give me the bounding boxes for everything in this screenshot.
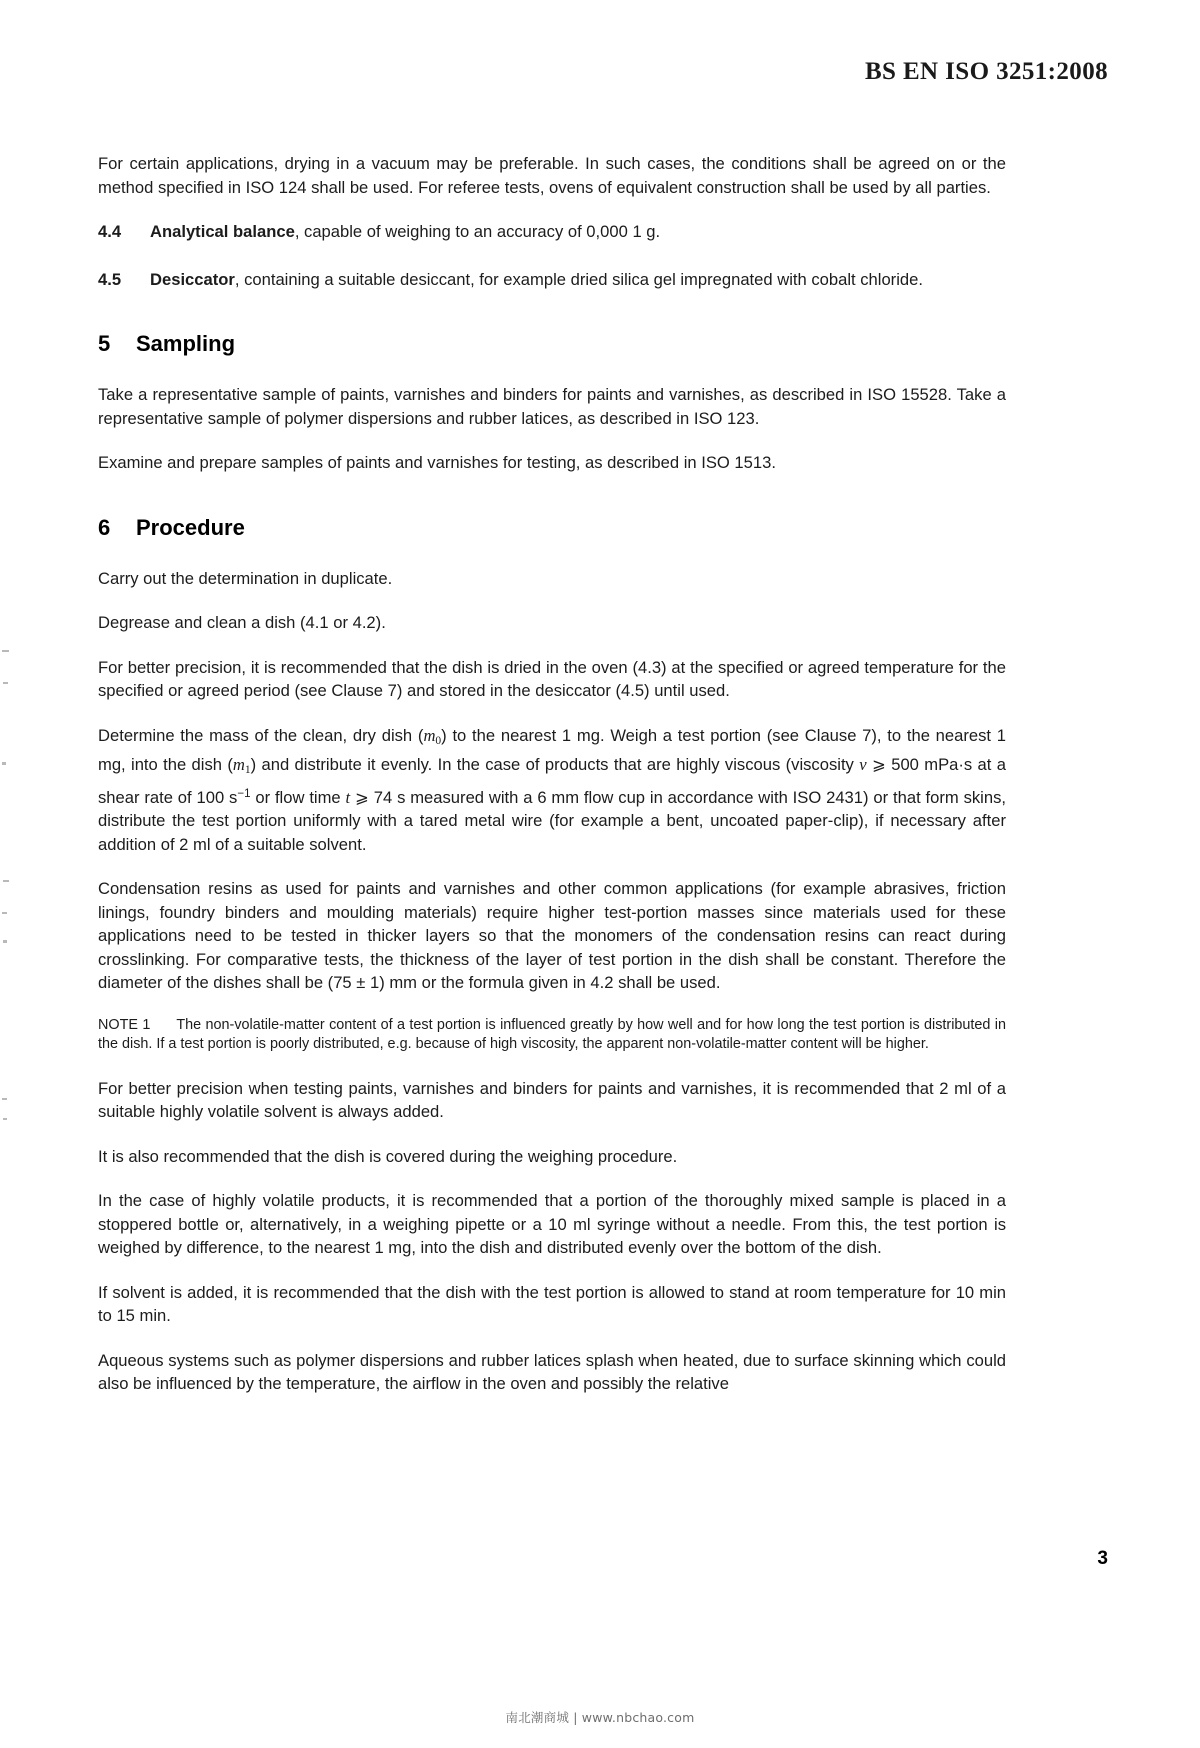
section-6-number: 6 — [98, 514, 111, 540]
p4-part-4: ⩾ 500 mPa·s at a shear rate of 100 s — [98, 755, 1006, 807]
clause-4-4-term: Analytical balance — [150, 222, 295, 241]
clause-4-4-text: , capable of weighing to an accuracy of 0,000 1 g. — [294, 222, 661, 241]
section-6-paragraph-6: For better precision when testing paints, varnishes and binders for paints and varnishes, it is recommended that 2 ml of a suitable highly volatile solvent is always added. — [98, 1078, 1006, 1121]
section-6-title: Procedure — [136, 514, 245, 540]
section-6-paragraph-4 — [98, 724, 1006, 857]
intro-paragraph: For certain applications, drying in a vacuum may be preferable. In such cases, the conditions shall be agreed on or the method specified in ISO 124 shall be used. For referee tests, ovens of equivalent construction shall be used by all parties. — [98, 154, 1006, 197]
section-5-title: Sampling — [136, 331, 236, 356]
footer-watermark: 南北潮商城 | www.nbchao.com — [505, 1710, 695, 1725]
symbol-flow-time-t: t — [345, 787, 351, 807]
section-6-paragraph-2: Degrease and clean a dish (4.1 or 4.2). — [98, 613, 386, 632]
section-6-paragraph-5: Condensation resins as used for paints and varnishes and other common applications (for example abrasives, friction linings, foundry binders and moulding materials) require higher test-portion masses since materials used for these applications need to be tested in thicker layers so that the monomers of the condensation resins can react during crosslinking. For comparative tests, the thickness of the layer of test portion in the dish shall be constant. Therefore the diameter of the dishes shall be (75 ± 1) mm or the formula given in 4.2 shall be used. — [98, 879, 1006, 992]
document-body — [98, 152, 1006, 1417]
document-header-standard-ref: BS EN ISO 3251:2008 — [864, 58, 1108, 85]
p4-part-3: ) and distribute it evenly. In the case of products that are highly viscous (viscosity — [250, 755, 860, 774]
p4-part-1: Determine the mass of the clean, dry dish ( — [98, 725, 424, 745]
note-1-text: The non-volatile-matter content of a test portion is influenced greatly by how well and for how long the test portion is distributed in the dish. If a test portion is poorly distributed, e.g. because of high viscosity, the apparent non-volatile-matter content will be higher. — [98, 1016, 1006, 1052]
note-1 — [98, 1016, 1006, 1055]
section-6-paragraph-9: If solvent is added, it is recommended that the dish with the test portion is allowed to stand at room temperature for 10 min to 15 min. — [98, 1282, 1006, 1325]
section-6-paragraph-3: For better precision, it is recommended that the dish is dried in the oven (4.3) at the specified or agreed temperature for the specified or agreed period (see Clause 7) and stored in the desiccator (4.5) until used. — [98, 657, 1006, 700]
clause-4-4-number: 4.4 — [98, 222, 122, 241]
section-5-paragraph-2: Examine and prepare samples of paints and varnishes for testing, as described in ISO 1513. — [98, 453, 776, 472]
p4-part-6: ⩾ 74 s measured with a 6 mm flow cup in accordance with ISO 2431) or that form skins, distribute the test portion uniformly with a tared metal wire (for example a bent, uncoated paper-clip), if necessary after addition of 2 ml of a suitable solvent. — [98, 787, 1006, 854]
exponent-minus-one: −1 — [237, 787, 251, 800]
symbol-m0-base: m — [423, 725, 436, 745]
section-6-paragraph-10: Aqueous systems such as polymer dispersions and rubber latices splash when heated, due to surface skinning which could also be influenced by the temperature, the airflow in the oven and possibly the relative — [98, 1350, 1006, 1393]
scan-edge-artifacts — [0, 0, 14, 1748]
section-6-paragraph-7: It is also recommended that the dish is covered during the weighing procedure. — [98, 1146, 678, 1166]
section-6-paragraph-1: Carry out the determination in duplicate. — [98, 568, 393, 588]
note-1-label: NOTE 1 — [98, 1016, 151, 1033]
symbol-m0-subscript: 0 — [435, 734, 442, 747]
clause-4-5 — [98, 268, 1006, 292]
symbol-m1-subscript: 1 — [244, 764, 251, 776]
section-5-paragraph-1: Take a representative sample of paints, varnishes and binders for paints and varnishes, as described in ISO 15528. Take a representative sample of polymer dispersions and rubber latices, as described in ISO 123. — [98, 385, 1006, 428]
section-5-number: 5 — [98, 331, 111, 356]
symbol-m1-base: m — [232, 755, 245, 774]
section-heading-5 — [98, 331, 1006, 357]
section-heading-6 — [98, 515, 1006, 541]
p4-part-5: or flow time — [250, 787, 346, 807]
symbol-viscosity-nu: v — [859, 755, 867, 774]
clause-4-4 — [98, 220, 1006, 244]
page-number: 3 — [1097, 1548, 1108, 1569]
clause-4-5-number: 4.5 — [98, 269, 122, 289]
clause-4-5-text: , containing a suitable desiccant, for example dried silica gel impregnated with cobalt chloride. — [234, 269, 923, 289]
section-6-paragraph-8: In the case of highly volatile products, it is recommended that a portion of the thoroughly mixed sample is placed in a stoppered bottle or, alternatively, in a weighing pipette or a 10 ml syringe without a needle. From this, the test portion is weighed by difference, to the nearest 1 mg, into the dish and distributed evenly over the bottom of the dish. — [98, 1191, 1006, 1257]
p4-part-2: ) to the nearest 1 mg. Weigh a test portion (see Clause 7), to the nearest 1 mg, into the dish ( — [98, 725, 1007, 774]
clause-4-5-term: Desiccator — [150, 269, 235, 289]
